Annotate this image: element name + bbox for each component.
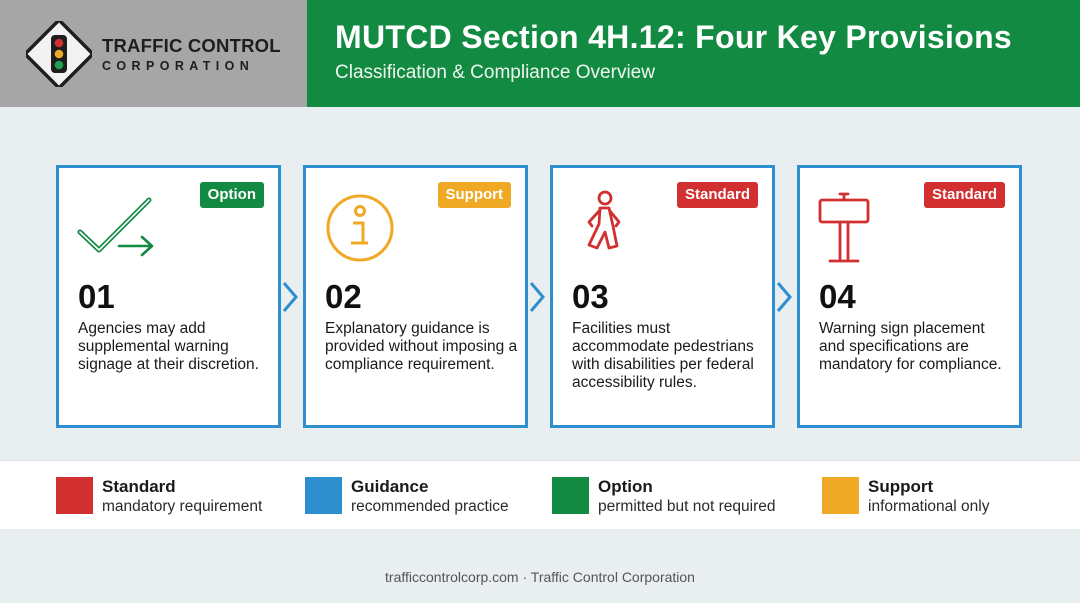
page-title: MUTCD Section 4H.12: Four Key Provisions — [335, 19, 1013, 55]
chevron-right-icon — [775, 280, 795, 314]
card-description: Explanatory guidance is provided without imposing a compliance requirement. — [325, 320, 518, 373]
badge-standard: Standard — [924, 182, 1005, 208]
legend-swatch — [305, 477, 342, 514]
legend-description: mandatory requirement — [102, 498, 263, 515]
provision-card-03 — [550, 165, 775, 428]
legend-description: recommended practice — [351, 498, 509, 515]
brand-name: TRAFFIC CONTROL — [102, 34, 281, 56]
legend-item-option — [552, 477, 776, 516]
legend-description: informational only — [868, 498, 990, 515]
legend-swatch — [822, 477, 859, 514]
legend-title: Guidance — [351, 477, 429, 496]
provision-card-01 — [56, 165, 281, 428]
pedestrian-icon — [569, 190, 651, 266]
legend-description: permitted but not required — [598, 498, 776, 515]
card-description: Warning sign placement and specifications are mandatory for compliance. — [819, 320, 1002, 373]
card-number: 01 — [78, 278, 115, 315]
brand-panel — [0, 0, 307, 107]
badge-option: Option — [200, 182, 264, 208]
provision-card-04 — [797, 165, 1022, 428]
legend-swatch — [56, 477, 93, 514]
info-icon — [322, 190, 404, 266]
card-number: 02 — [325, 278, 362, 315]
page-subtitle: Classification & Compliance Overview — [335, 62, 655, 83]
traffic-light-logo-icon — [26, 21, 92, 87]
card-description: Facilities must accommodate pedestrians with disabilities per federal accessibility rules. — [572, 320, 754, 391]
legend-title: Support — [868, 477, 934, 496]
chevron-right-icon — [281, 280, 301, 314]
card-number: 03 — [572, 278, 609, 315]
legend-swatch — [552, 477, 589, 514]
chevron-right-icon — [528, 280, 548, 314]
brand-subname: CORPORATION — [102, 58, 255, 73]
legend — [0, 460, 1080, 529]
footer-text: trafficcontrolcorp.com · Traffic Control Corporation — [385, 569, 695, 585]
legend-title: Standard — [102, 477, 176, 496]
header — [0, 0, 1080, 107]
provision-card-02 — [303, 165, 528, 428]
legend-item-guidance — [305, 477, 509, 516]
legend-item-support — [822, 477, 989, 516]
legend-item-standard — [56, 477, 262, 516]
legend-title: Option — [598, 477, 653, 496]
checkmark-arrow-icon — [75, 190, 157, 266]
card-number: 04 — [819, 278, 856, 315]
card-description: Agencies may add supplemental warning signage at their discretion. — [78, 320, 259, 373]
sign-post-icon — [816, 190, 898, 266]
badge-standard: Standard — [677, 182, 758, 208]
badge-support: Support — [438, 182, 512, 208]
title-bar — [307, 0, 1080, 107]
